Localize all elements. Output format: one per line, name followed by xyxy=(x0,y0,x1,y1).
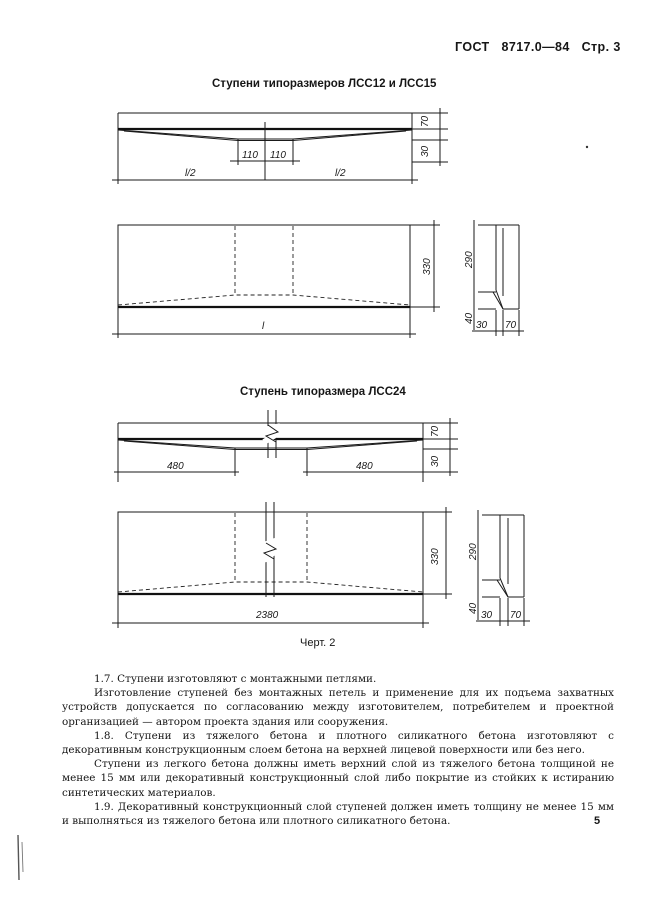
fig2-dim-70: 70 xyxy=(430,425,441,437)
fig1-dim-330: 330 xyxy=(422,258,433,275)
body-text xyxy=(62,672,614,828)
fig1-side-view xyxy=(112,108,448,184)
header-number: 8717.0—84 xyxy=(501,40,570,54)
figure-caption: Черт. 2 xyxy=(300,637,336,649)
fig2-dim-480-left: 480 xyxy=(167,461,184,472)
fig1-section-view xyxy=(472,220,524,336)
figure1-title: Ступени типоразмеров ЛСС12 и ЛСС15 xyxy=(212,78,437,90)
page-number: 5 xyxy=(594,815,601,827)
fig2-side-view xyxy=(114,410,458,482)
fig1-section-40: 40 xyxy=(464,312,475,324)
fig1-dim-half-right: l/2 xyxy=(335,168,346,179)
fig2-section-view xyxy=(476,510,530,626)
fig2-section-30: 30 xyxy=(481,610,493,621)
fig1-dim-110-left: 110 xyxy=(242,150,258,161)
figure2-title: Ступень типоразмера ЛСС24 xyxy=(240,386,406,398)
fig1-section-290: 290 xyxy=(464,251,475,268)
header-standard: ГОСТ xyxy=(455,40,490,54)
paragraph: 1.7. Ступени изготовляют с монтажными петлями. xyxy=(94,673,377,685)
fig2-section-70: 70 xyxy=(510,610,522,621)
fig1-section-70: 70 xyxy=(505,320,517,331)
fig1-dim-30: 30 xyxy=(420,145,431,157)
fig2-dim-30: 30 xyxy=(430,455,441,467)
header-page: Стр. 3 xyxy=(581,40,621,54)
fig2-section-40: 40 xyxy=(468,602,479,614)
paragraph: Изготовление ступеней без монтажных петель и применение для их подъема захватных устройств допускается по согласованию между изготовителем, потребителем и проектной организацией — автором проекта здания или сооружения. xyxy=(62,687,614,728)
fig1-dim-length: l xyxy=(262,321,265,332)
fig2-dim-330: 330 xyxy=(430,548,441,565)
fig2-dim-480-right: 480 xyxy=(356,461,373,472)
fig1-section-30: 30 xyxy=(476,320,488,331)
fig1-dim-half-left: l/2 xyxy=(185,168,196,179)
fig1-dim-70: 70 xyxy=(420,115,431,127)
fig2-dim-length: 2380 xyxy=(256,610,279,621)
fig2-front-view xyxy=(112,502,452,628)
fig2-section-290: 290 xyxy=(468,543,479,560)
paragraph: 1.9. Декоративный конструкционный слой ступеней должен иметь толщину не менее 15 мм и выполняться из тяжелого бетона или плотного силикатного бетона. xyxy=(62,800,614,828)
fig1-dim-110-right: 110 xyxy=(270,150,286,161)
fig1-front-view xyxy=(112,220,440,338)
paragraph: 1.8. Ступени из тяжелого бетона и плотного силикатного бетона изготовляют с декоративным конструкционным слоем бетона на верхней лицевой поверхности или без него. xyxy=(62,729,614,757)
paragraph: Ступени из легкого бетона должны иметь верхний слой из тяжелого бетона толщиной не менее 15 мм или декоративный конструкционный слой либо покрытие из стойких к истиранию синтетических материалов. xyxy=(62,758,614,799)
